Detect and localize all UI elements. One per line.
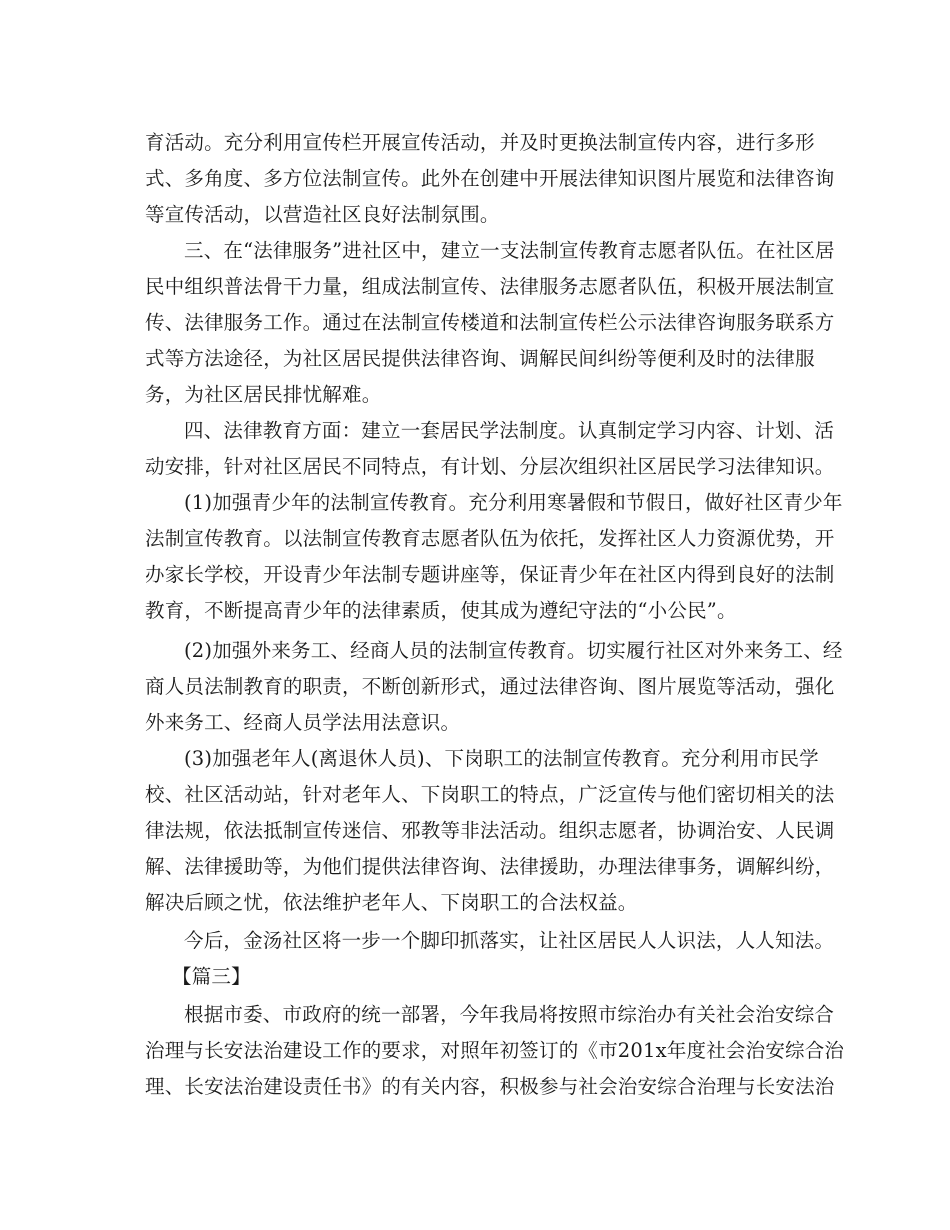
text-line: 律法规，依法抵制宣传迷信、邪教等非法活动。组织志愿者，协调治安、人民调	[145, 819, 835, 842]
text-line: 式等方法途径，为社区居民提供法律咨询、调解民间纠纷等便利及时的法律服	[145, 347, 815, 370]
text-line: 式、多角度、多方位法制宣传。此外在创建中开展法律知识图片展览和法律咨询	[145, 167, 835, 190]
paragraph-start-line: 三、在“法律服务”进社区中，建立一支法制宣传教育志愿者队伍。在社区居	[184, 239, 835, 262]
text-line: 等宣传活动，以营造社区良好法制氛围。	[145, 203, 500, 226]
text-line: 法制宣传教育。以法制宣传教育志愿者队伍为依托，发挥社区人力资源优势，开	[145, 527, 835, 550]
paragraph-start-line: 根据市委、市政府的统一部署，今年我局将按照市综治办有关社会治安综合	[184, 1003, 835, 1026]
section-heading: 【篇三】	[172, 965, 251, 988]
text-line: 理、长安法治建设责任书》的有关内容，积极参与社会治安综合治理与长安法治	[145, 1075, 835, 1098]
text-line: 务，为社区居民排忧解难。	[145, 383, 382, 406]
text-line: 民中组织普法骨干力量，组成法制宣传、法律服务志愿者队伍，积极开展法制宣	[145, 275, 835, 298]
text-line: 动安排，针对社区居民不同特点，有计划、分层次组织社区居民学习法律知识。	[145, 455, 835, 478]
text-line: 治理与长安法治建设工作的要求，对照年初签订的《市201x年度社会治安综合治	[145, 1039, 845, 1062]
text-line: 教育，不断提高青少年的法律素质，使其成为遵纪守法的“小公民”。	[145, 599, 737, 622]
text-line: 商人员法制教育的职责，不断创新形式，通过法律咨询、图片展览等活动，强化	[145, 675, 835, 698]
text-line: 办家长学校，开设青少年法制专题讲座等，保证青少年在社区内得到良好的法制	[145, 563, 835, 586]
paragraph-start-line: 今后，金汤社区将一步一个脚印抓落实，让社区居民人人识法，人人知法。	[184, 929, 835, 952]
text-line: 解决后顾之忧，依法维护老年人、下岗职工的合法权益。	[145, 891, 638, 914]
text-line: 外来务工、经商人员学法用法意识。	[145, 711, 461, 734]
text-line: 解、法律援助等，为他们提供法律咨询、法律援助，办理法律事务，调解纠纷，	[145, 855, 835, 878]
paragraph-start-line: (3)加强老年人(离退休人员)、下岗职工的法制宣传教育。充分利用市民学	[184, 747, 819, 770]
text-line: 校、社区活动站，针对老年人、下岗职工的特点，广泛宣传与他们密切相关的法	[145, 783, 835, 806]
paragraph-start-line: 四、法律教育方面：建立一套居民学法制度。认真制定学习内容、计划、活	[184, 419, 835, 442]
paragraph-start-line: (2)加强外来务工、经商人员的法制宣传教育。切实履行社区对外来务工、经	[184, 639, 843, 662]
paragraph-start-line: (1)加强青少年的法制宣传教育。充分利用寒暑假和节假日，做好社区青少年	[184, 491, 843, 514]
text-line: 育活动。充分利用宣传栏开展宣传活动，并及时更换法制宣传内容，进行多形	[145, 131, 815, 154]
text-line: 传、法律服务工作。通过在法制宣传楼道和法制宣传栏公示法律咨询服务联系方	[145, 311, 835, 334]
